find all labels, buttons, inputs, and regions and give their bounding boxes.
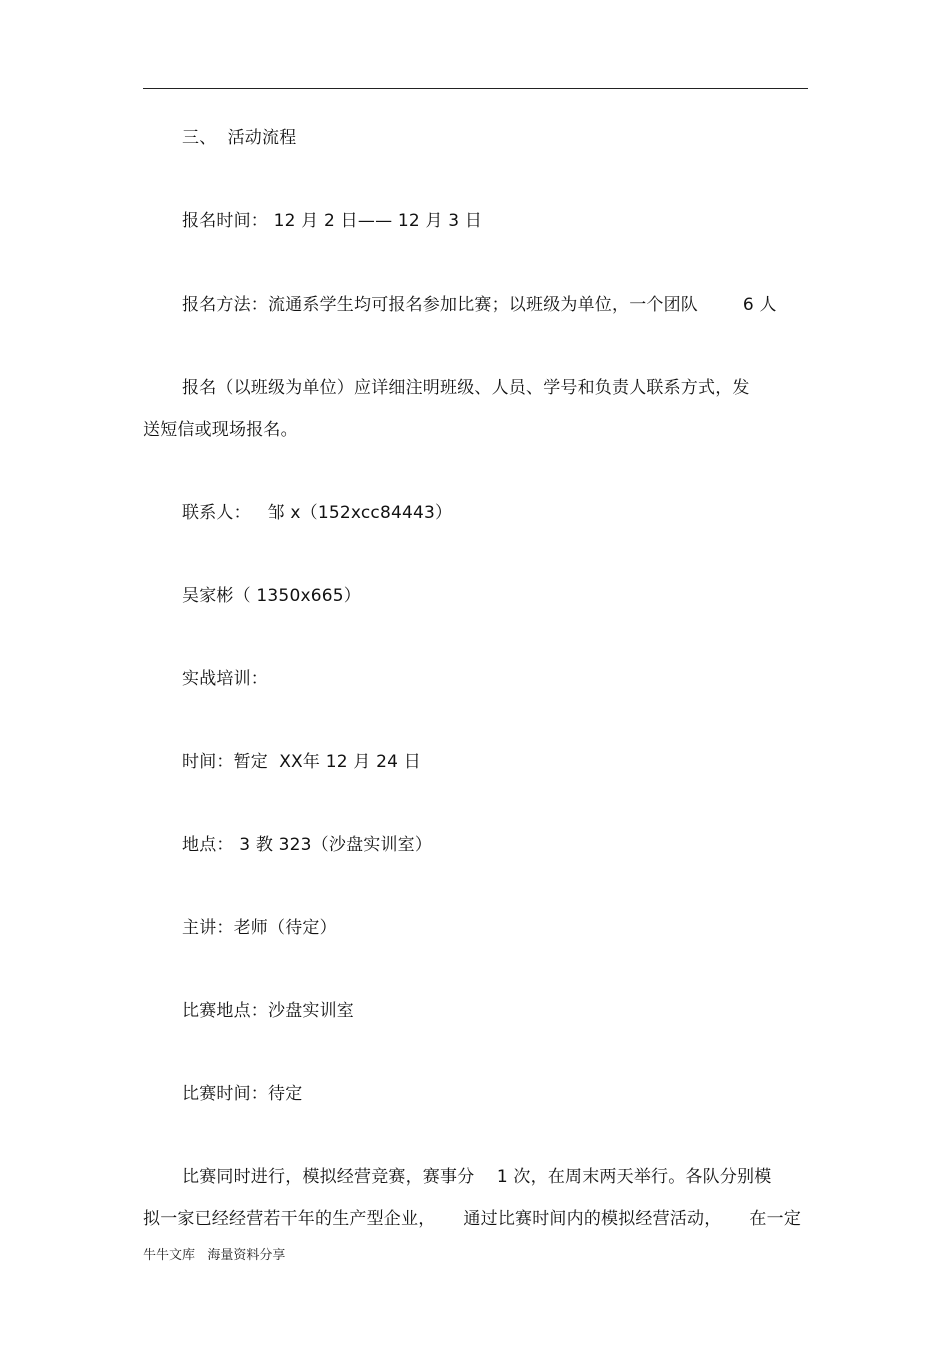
training-location: 地点： 3 教 323（沙盘实训室） [182,835,433,855]
training-speaker: 主讲：老师（待定） [182,918,337,938]
training-time: 时间：暂定 XX年 12 月 24 日 [182,752,421,772]
competition-time: 比赛时间：待定 [182,1084,303,1104]
section-heading: 三、 活动流程 [182,128,297,148]
header-rule [143,88,808,89]
competition-desc-line2: 拟一家已经经营若干年的生产型企业， 通过比赛时间内的模拟经营活动， 在一定 [143,1209,802,1229]
competition-location: 比赛地点：沙盘实训室 [182,1001,354,1021]
registration-detail-line2: 送短信或现场报名。 [143,420,298,440]
registration-time: 报名时间： 12 月 2 日—— 12 月 3 日 [182,211,483,231]
contact-person-2: 吴家彬（ 1350x665） [182,586,361,606]
training-heading: 实战培训： [182,669,268,689]
registration-method: 报名方法：流通系学生均可报名参加比赛；以班级为单位，一个团队 6 人 [182,295,777,315]
competition-desc-line1: 比赛同时进行，模拟经营竞赛，赛事分 1 次，在周末两天举行。各队分别模 [182,1167,772,1187]
registration-detail-line1: 报名（以班级为单位）应详细注明班级、人员、学号和负责人联系方式，发 [182,378,750,398]
contact-person: 联系人： 邹 x（152xcc84443） [182,503,453,523]
page-footer: 牛牛文库 海量资料分享 [143,1248,286,1263]
